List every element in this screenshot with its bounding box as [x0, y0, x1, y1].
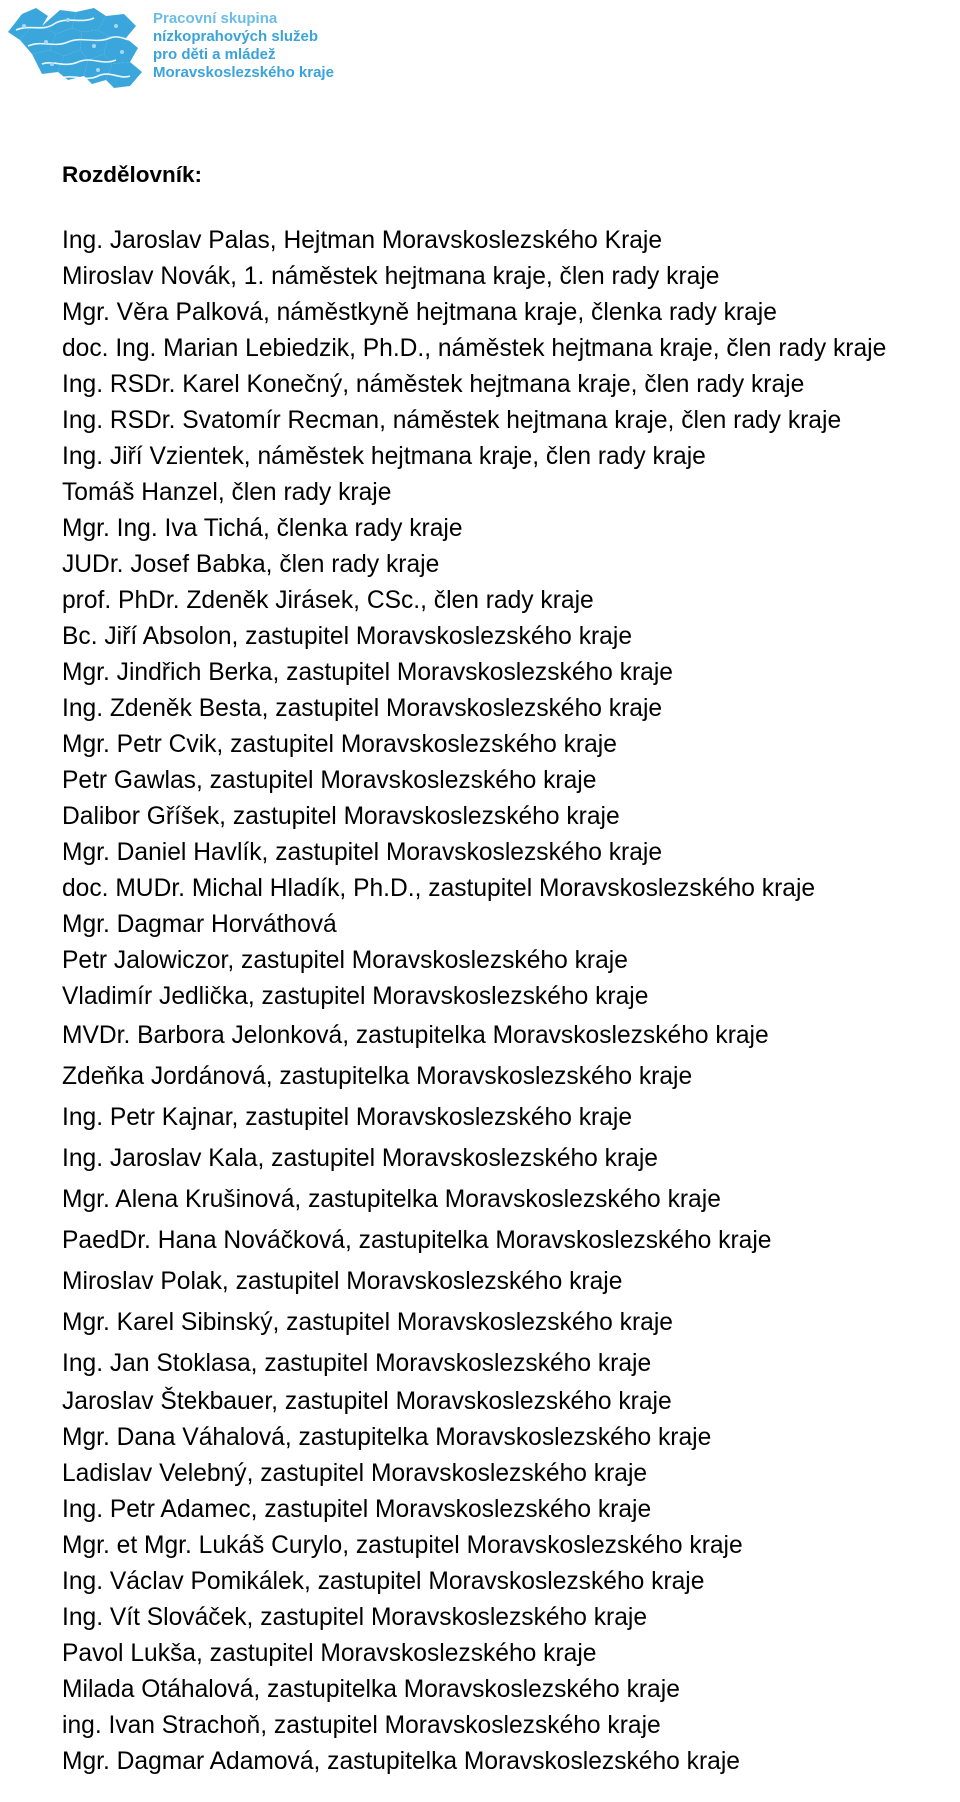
- organization-name-line: Moravskoslezského kraje: [153, 64, 334, 81]
- recipient-item: Mgr. Daniel Havlík, zastupitel Moravskoslezského kraje: [62, 839, 663, 866]
- recipient-item: Jaroslav Štekbauer, zastupitel Moravskoslezského kraje: [62, 1388, 672, 1415]
- recipient-item: Mgr. Dana Váhalová, zastupitelka Moravskoslezského kraje: [62, 1424, 712, 1451]
- recipient-item: ing. Ivan Strachoň, zastupitel Moravskoslezského kraje: [62, 1712, 661, 1739]
- distribution-list-heading: Rozdělovník:: [62, 162, 203, 187]
- recipient-item: Mgr. Alena Krušinová, zastupitelka Moravskoslezského kraje: [62, 1186, 721, 1213]
- recipient-item: PaedDr. Hana Nováčková, zastupitelka Moravskoslezského kraje: [62, 1227, 772, 1254]
- recipient-item: JUDr. Josef Babka, člen rady kraje: [62, 551, 440, 578]
- recipient-item: Bc. Jiří Absolon, zastupitel Moravskoslezského kraje: [62, 623, 633, 650]
- recipient-item: Dalibor Gříšek, zastupitel Moravskoslezského kraje: [62, 803, 620, 830]
- recipient-item: Ing. Jaroslav Kala, zastupitel Moravskoslezského kraje: [62, 1145, 658, 1172]
- recipient-item: Ing. RSDr. Karel Konečný, náměstek hejtmana kraje, člen rady kraje: [62, 371, 805, 398]
- recipient-item: Mgr. Petr Cvik, zastupitel Moravskoslezského kraje: [62, 731, 617, 758]
- document-header: [2, 2, 382, 92]
- recipient-list: [62, 223, 886, 1780]
- recipient-item: Mgr. Karel Sibinský, zastupitel Moravskoslezského kraje: [62, 1309, 673, 1336]
- recipient-item: Ing. Petr Adamec, zastupitel Moravskoslezského kraje: [62, 1496, 652, 1523]
- organization-name: [153, 10, 334, 82]
- recipient-item: Mgr. Věra Palková, náměstkyně hejtmana kraje, členka rady kraje: [62, 299, 777, 326]
- organization-name-line: Pracovní skupina: [153, 10, 278, 27]
- recipient-item: Petr Jalowiczor, zastupitel Moravskoslezského kraje: [62, 947, 628, 974]
- recipient-item: Ladislav Velebný, zastupitel Moravskoslezského kraje: [62, 1460, 648, 1487]
- recipient-item: Ing. Zdeněk Besta, zastupitel Moravskoslezského kraje: [62, 695, 663, 722]
- recipient-item: doc. Ing. Marian Lebiedzik, Ph.D., náměstek hejtmana kraje, člen rady kraje: [62, 335, 887, 362]
- recipient-item: Ing. Petr Kajnar, zastupitel Moravskoslezského kraje: [62, 1104, 633, 1131]
- recipient-item: Mgr. et Mgr. Lukáš Curylo, zastupitel Moravskoslezského kraje: [62, 1532, 743, 1559]
- recipient-item: MVDr. Barbora Jelonková, zastupitelka Moravskoslezského kraje: [62, 1022, 769, 1049]
- organization-name-line: nízkoprahových služeb: [153, 28, 319, 45]
- recipient-item: Mgr. Ing. Iva Tichá, členka rady kraje: [62, 515, 463, 542]
- recipient-item: Pavol Lukša, zastupitel Moravskoslezského kraje: [62, 1640, 597, 1667]
- recipient-item: Milada Otáhalová, zastupitelka Moravskoslezského kraje: [62, 1676, 680, 1703]
- recipient-item: Mgr. Jindřich Berka, zastupitel Moravskoslezského kraje: [62, 659, 673, 686]
- recipient-item: Tomáš Hanzel, člen rady kraje: [62, 479, 392, 506]
- recipient-item: Ing. Václav Pomikálek, zastupitel Moravskoslezského kraje: [62, 1568, 705, 1595]
- recipient-item: Miroslav Polak, zastupitel Moravskoslezského kraje: [62, 1268, 623, 1295]
- recipient-item: Ing. RSDr. Svatomír Recman, náměstek hejtmana kraje, člen rady kraje: [62, 407, 842, 434]
- recipient-item: Mgr. Dagmar Adamová, zastupitelka Moravskoslezského kraje: [62, 1748, 740, 1775]
- recipient-item: doc. MUDr. Michal Hladík, Ph.D., zastupitel Moravskoslezského kraje: [62, 875, 816, 902]
- recipient-item: Mgr. Dagmar Horváthová: [62, 911, 337, 938]
- region-map-logo-icon: [2, 2, 150, 92]
- recipient-item: Miroslav Novák, 1. náměstek hejtmana kraje, člen rady kraje: [62, 263, 720, 290]
- recipient-item: Ing. Jiří Vzientek, náměstek hejtmana kraje, člen rady kraje: [62, 443, 706, 470]
- recipient-item: prof. PhDr. Zdeněk Jirásek, CSc., člen rady kraje: [62, 587, 594, 614]
- recipient-item: Vladimír Jedlička, zastupitel Moravskoslezského kraje: [62, 983, 649, 1010]
- recipient-item: Petr Gawlas, zastupitel Moravskoslezského kraje: [62, 767, 597, 794]
- recipient-item: Zdeňka Jordánová, zastupitelka Moravskoslezského kraje: [62, 1063, 693, 1090]
- recipient-item: Ing. Jaroslav Palas, Hejtman Moravskoslezského Kraje: [62, 227, 663, 254]
- recipient-item: Ing. Vít Slováček, zastupitel Moravskoslezského kraje: [62, 1604, 648, 1631]
- organization-name-line: pro děti a mládež: [153, 46, 276, 63]
- recipient-item: Ing. Jan Stoklasa, zastupitel Moravskoslezského kraje: [62, 1350, 652, 1377]
